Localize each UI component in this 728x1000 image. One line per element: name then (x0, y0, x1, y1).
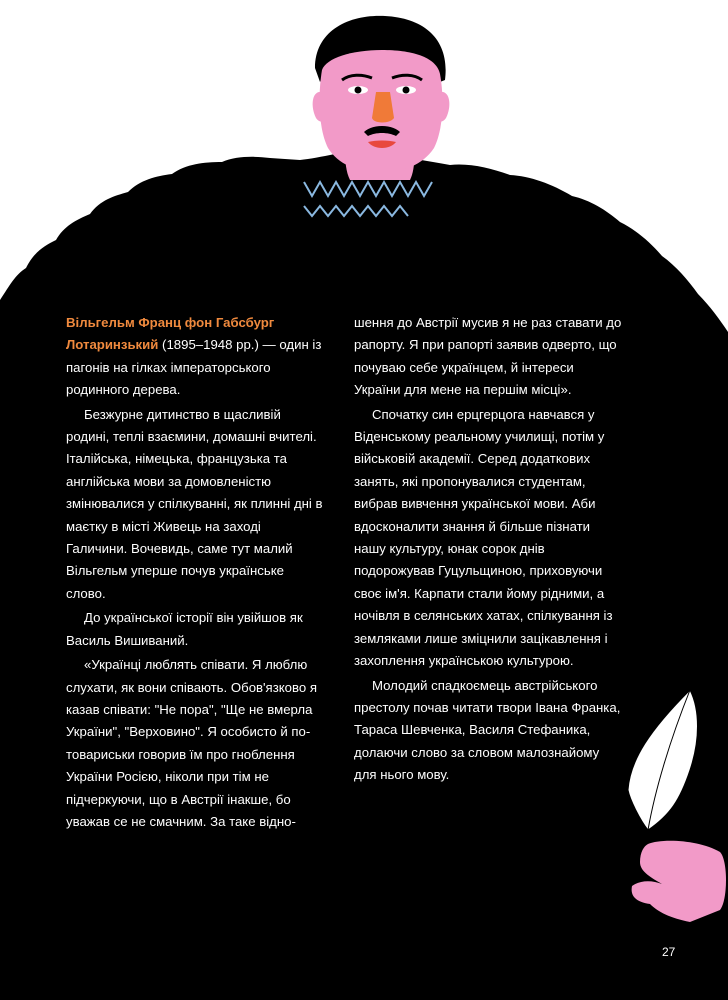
intro-paragraph (66, 312, 324, 402)
subject-name: Вільгельм Франц фон Габсбург Лотаринзький (66, 315, 275, 353)
nose (372, 92, 394, 123)
text-column-left (66, 312, 324, 835)
pupil-left (355, 87, 362, 94)
paragraph: Спочатку син ерцгерцога навчався у Віденському реальному училищі, потім у військовій академії. Серед додаткових занять, які пропонувалися студентам, вибрав вивчення української мови. Аби вдосконалити знання й більше пізнати нашу культуру, юнак сорок днів подорожував Гуцульщиною, приховуючи своє ім'я. Карпати стали йому рідними, а ночівля в селянських хатах, спілкування із земляками лише зміцнили зацікавлення і захоплення українською культурою. (354, 406, 613, 669)
page-number: 27 (662, 945, 676, 959)
paragraph: Молодий спадкоємець австрійського престолу почав читати твори Івана Франка, Тараса Шевченка, Василя Стефаника, долаючи слово за словом малознайому для нього мову. (354, 677, 621, 783)
paragraph: Безжурне дитинство в щасливій родині, теплі взаємини, домашні вчителі. Італійська, німецька, французька та англійська мови за домовленістю змінювалися у спілкуванні, як плинні дні в маєтку в місті Живець на заході Галичини. Вочевидь, саме тут малий Вільгельм уперше почув українське слово. (66, 406, 323, 601)
quote-paragraph: «Українці люблять співати. Я люблю слухати, як вони співають. Обов'язково я казав співати: "Не пора", "Ще не вмерла України", "Верховино". Я особисто й по-товариськи говорив їм про гноблення України Росією, ніколи при тім не підчеркуючи, що в Австрії інакше, бо уважав се не смачним. За таке відно- (66, 657, 317, 829)
paragraph: До української історії він увійшов як Василь Вишиваний. (66, 610, 303, 648)
intro-text: (1895–1948 рр.) — один із пагонів на гілках імператорського родинного дерева. (66, 337, 322, 398)
quote-continuation: шення до Австрії мусив я не раз ставати до рапорту. Я при рапорті заявив одверто, що почуваю себе українцем, й інтереси України для мене на першім місці». (354, 315, 622, 398)
text-column-right (354, 312, 622, 789)
pupil-right (403, 87, 410, 94)
